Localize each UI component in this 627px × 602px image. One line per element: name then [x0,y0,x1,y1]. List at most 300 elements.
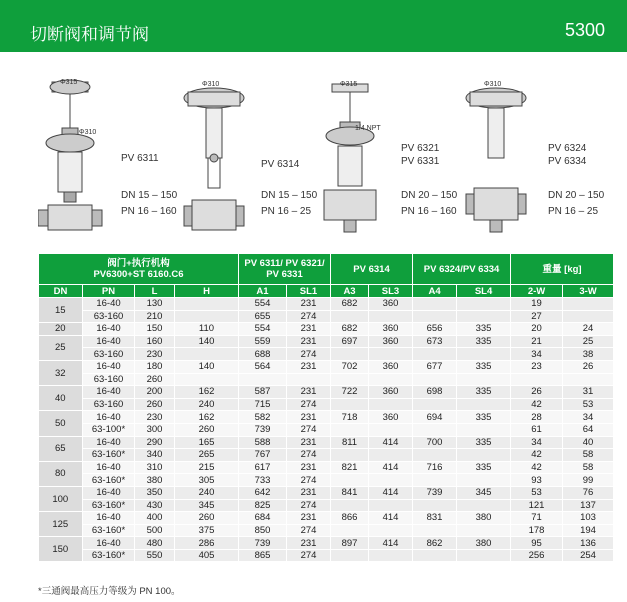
table-cell: 850 [239,524,287,537]
table-cell: 231 [287,537,331,550]
table-cell [413,373,457,386]
pn-label-4: PN 16 – 25 [548,206,599,217]
table-cell: 230 [135,348,175,361]
table-cell: 655 [239,310,287,323]
table-cell [331,423,369,436]
table-cell: 866 [331,512,369,525]
table-cell: 767 [239,449,287,462]
table-cell: 63-160* [83,549,135,562]
table-cell-dn: 50 [39,411,83,436]
table-row [39,348,614,361]
table-cell: 345 [175,499,239,512]
table-row [39,386,614,399]
table-cell [457,373,511,386]
table-cell: 617 [239,461,287,474]
column-header: H [175,285,239,298]
table-row [39,474,614,487]
table-cell: 58 [563,461,614,474]
table-cell: 34 [563,411,614,424]
table-cell: 140 [175,335,239,348]
dim-d4: Φ310 [484,81,502,88]
table-body [39,298,614,562]
table-cell: 682 [331,298,369,311]
table-cell [457,398,511,411]
table-cell: 38 [563,348,614,361]
table-cell: 240 [175,486,239,499]
table-cell: 27 [511,310,563,323]
table-cell: 58 [563,449,614,462]
column-header: SL4 [457,285,511,298]
table-cell [563,298,614,311]
model-label-1: PV 6311 [121,153,159,164]
column-header: A3 [331,285,369,298]
table-cell [413,398,457,411]
table-row [39,486,614,499]
table-cell [369,549,413,562]
table-cell: 31 [563,386,614,399]
table-cell [239,373,287,386]
table-cell [457,449,511,462]
table-cell: 63-160 [83,348,135,361]
table-cell: 656 [413,323,457,336]
table-cell: 231 [287,461,331,474]
table-cell: 587 [239,386,287,399]
table-cell: 286 [175,537,239,550]
table-cell: 335 [457,461,511,474]
table-cell: 841 [331,486,369,499]
table-cell: 430 [135,499,175,512]
dn-label-1: DN 15 – 150 [121,190,178,201]
table-cell: 16-40 [83,486,135,499]
table-cell: 360 [369,360,413,373]
table-cell: 554 [239,298,287,311]
table-cell: 16-40 [83,411,135,424]
table-cell: 588 [239,436,287,449]
table-cell [457,524,511,537]
table-cell: 231 [287,411,331,424]
dim-d3: Φ315 [340,81,358,88]
group-header-6311: PV 6311/ PV 6321/ PV 6331 [239,254,331,285]
table-row [39,423,614,436]
table-cell: 64 [563,423,614,436]
table-row [39,537,614,550]
table-cell: 290 [135,436,175,449]
table-cell: 34 [511,436,563,449]
table-row [39,335,614,348]
table-cell: 554 [239,323,287,336]
table-cell: 16-40 [83,461,135,474]
table-row [39,323,614,336]
table-cell: 16-40 [83,512,135,525]
table-cell: 260 [135,398,175,411]
table-cell: 24 [563,323,614,336]
table-cell: 559 [239,335,287,348]
table-cell [413,348,457,361]
table-cell [457,310,511,323]
table-cell: 110 [175,323,239,336]
table-row [39,524,614,537]
table-cell: 265 [175,449,239,462]
column-header: SL3 [369,285,413,298]
table-cell: 414 [369,486,413,499]
table-cell-dn: 80 [39,461,83,486]
table-cell [413,549,457,562]
table-cell: 305 [175,474,239,487]
table-cell: 500 [135,524,175,537]
table-cell-dn: 150 [39,537,83,562]
model-label-3: PV 6321 PV 6331 [401,143,440,167]
table-cell [287,373,331,386]
group-header-valve: 阀门+执行机构 PV6300+ST 6160.C6 [39,254,239,285]
table-cell-dn: 32 [39,360,83,385]
table-cell: 335 [457,335,511,348]
column-header-row [39,285,614,298]
table-cell: 274 [287,398,331,411]
table-cell: 231 [287,512,331,525]
table-cell: 335 [457,436,511,449]
table-cell: 274 [287,348,331,361]
table-cell [457,423,511,436]
header-bar [0,0,627,52]
table-cell: 360 [369,386,413,399]
table-cell: 260 [175,512,239,525]
table-cell: 71 [511,512,563,525]
table-cell: 274 [287,423,331,436]
table-cell: 16-40 [83,436,135,449]
table-row [39,436,614,449]
table-cell: 137 [563,499,614,512]
table-cell [175,298,239,311]
table-cell: 274 [287,499,331,512]
table-cell: 698 [413,386,457,399]
table-row [39,298,614,311]
table-cell [457,298,511,311]
table-cell: 739 [239,537,287,550]
table-cell: 16-40 [83,360,135,373]
table-cell: 300 [135,423,175,436]
table-cell: 23 [511,360,563,373]
table-cell: 831 [413,512,457,525]
table-cell: 19 [511,298,563,311]
table-cell: 862 [413,537,457,550]
table-cell: 700 [413,436,457,449]
dimension-table [38,253,614,562]
table-cell: 95 [511,537,563,550]
table-row [39,411,614,424]
table-cell: 715 [239,398,287,411]
table-cell: 405 [175,549,239,562]
table-cell: 150 [135,323,175,336]
table-cell [369,398,413,411]
table-cell: 165 [175,436,239,449]
table-cell-dn: 40 [39,386,83,411]
table-cell: 360 [369,298,413,311]
table-cell: 480 [135,537,175,550]
table-cell: 16-40 [83,323,135,336]
table-cell: 210 [135,310,175,323]
valve-drawing-pv6324 [460,70,540,245]
table-cell: 76 [563,486,614,499]
model-label-4: PV 6324 PV 6334 [548,143,587,167]
column-header: A1 [239,285,287,298]
table-cell: 140 [175,360,239,373]
table-cell: 194 [563,524,614,537]
dim-d2: Φ310 [79,129,97,136]
table-cell [457,348,511,361]
table-cell [331,449,369,462]
table-cell: 274 [287,524,331,537]
table-cell: 178 [511,524,563,537]
table-cell: 230 [135,411,175,424]
table-cell [369,449,413,462]
table-cell [457,474,511,487]
table-cell: 53 [511,486,563,499]
table-row [39,310,614,323]
table-cell [175,373,239,386]
table-cell [369,348,413,361]
table-cell: 20 [511,323,563,336]
table-cell: 414 [369,461,413,474]
column-header: L [135,285,175,298]
column-header: DN [39,285,83,298]
pn-label-2: PN 16 – 25 [261,206,312,217]
table-cell [511,373,563,386]
table-cell: 25 [563,335,614,348]
table-cell [331,524,369,537]
table-cell: 642 [239,486,287,499]
table-row [39,373,614,386]
dim-d2b: Φ310 [202,81,220,88]
table-cell: 718 [331,411,369,424]
column-header: SL1 [287,285,331,298]
valve-drawing-pv6314 [178,70,258,245]
table-cell: 130 [135,298,175,311]
table-cell [331,310,369,323]
table-cell [331,373,369,386]
table-cell-dn: 100 [39,486,83,511]
table-cell: 274 [287,310,331,323]
table-cell: 200 [135,386,175,399]
table-cell: 274 [287,549,331,562]
table-cell: 722 [331,386,369,399]
table-cell: 136 [563,537,614,550]
table-cell: 697 [331,335,369,348]
table-cell: 414 [369,436,413,449]
table-cell-dn: 125 [39,512,83,537]
table-cell: 310 [135,461,175,474]
table-cell: 821 [331,461,369,474]
table-cell: 63-160 [83,310,135,323]
pn-label-3: PN 16 – 160 [401,206,457,217]
table-cell: 162 [175,411,239,424]
valve-drawing-pv6311 [38,70,118,245]
table-cell: 231 [287,436,331,449]
table-cell: 380 [457,537,511,550]
table-cell [413,298,457,311]
table-cell: 63-160* [83,499,135,512]
footnote: *三通阀最高压力等级为 PN 100。 [38,586,181,597]
table-cell: 865 [239,549,287,562]
table-cell-dn: 25 [39,335,83,360]
table-cell: 340 [135,449,175,462]
table-cell: 274 [287,474,331,487]
table-cell: 375 [175,524,239,537]
table-cell [331,348,369,361]
page-title: 切断阀和调节阀 [30,25,149,44]
table-cell: 360 [369,323,413,336]
table-cell [457,499,511,512]
group-header-weight: 重量 [kg] [511,254,614,285]
dn-label-3: DN 20 – 150 [401,190,458,201]
table-cell: 42 [511,461,563,474]
table-cell: 684 [239,512,287,525]
group-header-6324: PV 6324/PV 6334 [413,254,511,285]
table-cell: 345 [457,486,511,499]
table-cell [331,549,369,562]
table-cell [369,524,413,537]
table-cell: 16-40 [83,537,135,550]
table-cell: 673 [413,335,457,348]
table-cell [369,373,413,386]
table-cell: 231 [287,298,331,311]
table-cell: 63-160* [83,474,135,487]
table-cell: 335 [457,360,511,373]
table-cell: 40 [563,436,614,449]
table-cell: 63-100* [83,423,135,436]
table-cell: 380 [135,474,175,487]
group-header-6314: PV 6314 [331,254,413,285]
table-cell: 231 [287,335,331,348]
table-cell: 335 [457,323,511,336]
table-cell: 63-160 [83,373,135,386]
table-cell [331,398,369,411]
table-cell: 350 [135,486,175,499]
table-row [39,461,614,474]
table-cell [175,348,239,361]
table-cell: 739 [239,423,287,436]
table-cell: 811 [331,436,369,449]
table-cell-dn: 20 [39,323,83,336]
table-cell: 360 [369,335,413,348]
table-cell [457,549,511,562]
table-cell-dn: 65 [39,436,83,461]
table-cell: 825 [239,499,287,512]
column-header: PN [83,285,135,298]
table-cell: 414 [369,537,413,550]
table-row [39,512,614,525]
column-header: 3-W [563,285,614,298]
table-cell [563,310,614,323]
table-cell: 63-160* [83,524,135,537]
table-cell [413,474,457,487]
table-cell: 34 [511,348,563,361]
table-cell: 897 [331,537,369,550]
table-cell: 162 [175,386,239,399]
table-cell [413,310,457,323]
table-cell: 733 [239,474,287,487]
table-cell: 400 [135,512,175,525]
table-cell [413,449,457,462]
table-cell: 260 [175,423,239,436]
table-cell: 414 [369,512,413,525]
table-cell: 231 [287,486,331,499]
table-cell: 335 [457,386,511,399]
table-cell: 28 [511,411,563,424]
table-row [39,549,614,562]
table-cell: 254 [563,549,614,562]
table-cell: 240 [175,398,239,411]
table-cell: 260 [135,373,175,386]
column-header: A4 [413,285,457,298]
table-cell: 564 [239,360,287,373]
table-row [39,398,614,411]
table-cell [413,524,457,537]
table-cell: 582 [239,411,287,424]
table-cell: 231 [287,360,331,373]
table-cell [331,499,369,512]
table-cell [413,423,457,436]
table-cell: 26 [563,360,614,373]
table-cell: 694 [413,411,457,424]
table-row [39,499,614,512]
column-header: 2-W [511,285,563,298]
table-cell: 99 [563,474,614,487]
table-cell: 63-160 [83,398,135,411]
table-cell: 739 [413,486,457,499]
table-cell [563,373,614,386]
table-cell: 677 [413,360,457,373]
table-cell [369,423,413,436]
table-cell: 180 [135,360,175,373]
table-cell: 63-160* [83,449,135,462]
table-cell: 231 [287,323,331,336]
table-cell: 274 [287,449,331,462]
table-cell: 231 [287,386,331,399]
table-cell: 688 [239,348,287,361]
table-cell: 716 [413,461,457,474]
table-cell: 550 [135,549,175,562]
table-cell [369,310,413,323]
table-row [39,360,614,373]
table-cell: 42 [511,398,563,411]
table-cell [175,310,239,323]
page-number: 5300 [564,20,605,40]
table-cell: 26 [511,386,563,399]
table-cell: 360 [369,411,413,424]
table-cell: 93 [511,474,563,487]
table-cell: 42 [511,449,563,462]
table-cell: 215 [175,461,239,474]
table-cell: 103 [563,512,614,525]
table-cell [331,474,369,487]
table-cell: 682 [331,323,369,336]
table-cell: 256 [511,549,563,562]
valve-drawing-pv6321 [318,70,398,245]
table-row [39,449,614,462]
table-cell [369,474,413,487]
table-cell: 21 [511,335,563,348]
table-cell: 702 [331,360,369,373]
dn-label-4: DN 20 – 150 [548,190,605,201]
table-cell [369,499,413,512]
table-cell: 16-40 [83,298,135,311]
table-cell: 61 [511,423,563,436]
table-cell: 335 [457,411,511,424]
table-cell: 53 [563,398,614,411]
dim-npt: 1/4 NPT [355,125,381,132]
dim-d1: Φ315 [60,79,78,86]
pn-label-1: PN 16 – 160 [121,206,177,217]
